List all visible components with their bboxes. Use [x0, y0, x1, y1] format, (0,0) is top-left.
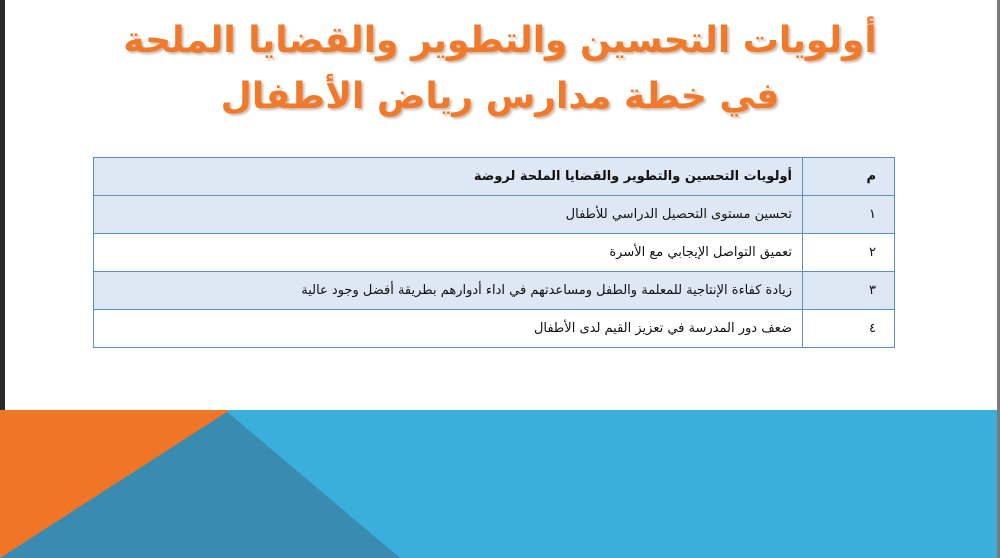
table-row	[94, 196, 895, 234]
table-header-row	[94, 158, 895, 196]
priorities-table	[93, 157, 895, 348]
table-row	[94, 234, 895, 272]
row-text-cell: تحسين مستوى التحصيل الدراسي للأطفال	[94, 196, 803, 234]
row-text-cell: زيادة كفاءة الإنتاجية للمعلمة والطفل ومساعدتهم في اداء أدوارهم بطريقة أفضل وجود عالية	[94, 272, 803, 310]
row-num-cell: ٤	[803, 310, 895, 348]
row-num-cell: ١	[803, 196, 895, 234]
slide-title-line1: أولويات التحسين والتطوير والقضايا الملحة	[123, 20, 877, 61]
table-row	[94, 272, 895, 310]
row-num-cell: ٣	[803, 272, 895, 310]
row-text-cell: ضعف دور المدرسة في تعزيز القيم لدى الأطفال	[94, 310, 803, 348]
slide-title-line2: في خطة مدارس رياض الأطفال	[220, 76, 780, 117]
table-row	[94, 310, 895, 348]
row-num-cell: ٢	[803, 234, 895, 272]
header-text-cell: أولويات التحسين والتطوير والقضايا الملحة لروضة	[94, 158, 803, 196]
row-text-cell: تعميق التواصل الإيجابي مع الأسرة	[94, 234, 803, 272]
header-num-cell: م	[803, 158, 895, 196]
